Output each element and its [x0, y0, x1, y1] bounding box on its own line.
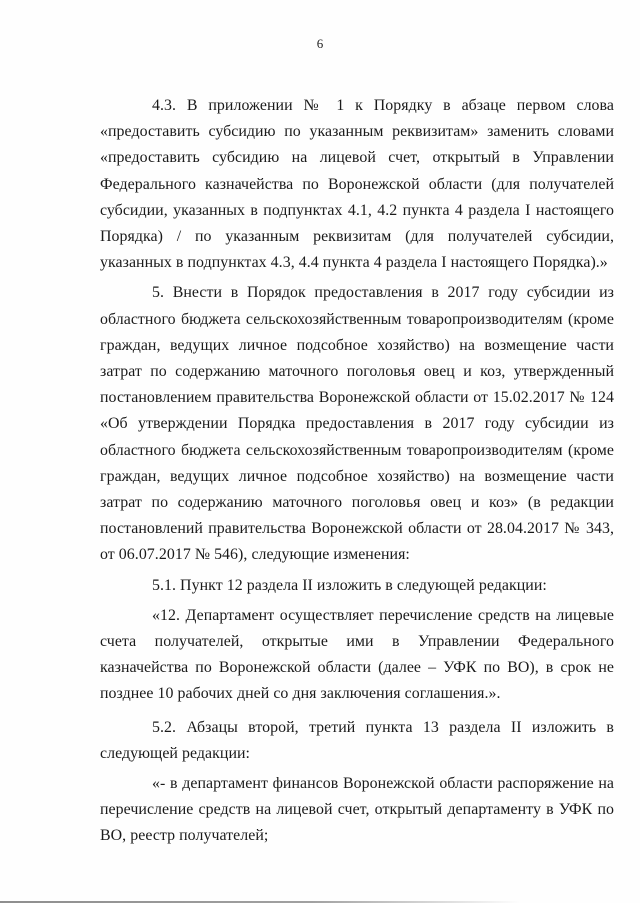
paragraph-5-2-quote: «- в департамент финансов Воронежской области распоряжение на перечисление средств на лицевой счет, открытый департаменту в УФК по ВО, реестр получателей;: [100, 775, 614, 845]
document-body: [100, 93, 614, 850]
page-number: 6: [316, 36, 324, 51]
paragraph-4-3: 4.3. В приложении № 1 к Порядку в абзаце первом слова «предоставить субсидию по указанным реквизитам» заменить словами «предоставить субсидию на лицевой счет, открытый в Управлении Федерального казначейства по Воронежской области (для получателей субсидии, указанных в подпунктах 4.1, 4.2 пункта 4 раздела I настоящего Порядка) / по указанным реквизитам (для получателей субсидии, указанных в подпунктах 4.3, 4.4 пункта 4 раздела I настоящего Порядка).»: [100, 97, 614, 272]
paragraph-5-1: 5.1. Пункт 12 раздела II изложить в следующей редакции:: [152, 576, 547, 594]
paragraph-5-1-quote: «12. Департамент осуществляет перечисление средств на лицевые счета получателей, открытые ими в Управлении Федерального казначейства по Воронежской области (далее – УФК по ВО), в срок не позднее 10 рабочих дней со дня заключения соглашения.».: [100, 606, 614, 703]
paragraph-5-2: 5.2. Абзацы второй, третий пункта 13 раздела II изложить в следующей редакции:: [100, 718, 614, 762]
paragraph-5: 5. Внести в Порядок предоставления в 2017 году субсидии из областного бюджета сельскохозяйственным товаропроизводителям (кроме граждан, ведущих личное подсобное хозяйство) на возмещение части затрат по содержанию маточного поголовья овец и коз, утвержденный постановлением правительства Воронежской области от 15.02.2017 № 124 «Об утверждении Порядка предоставления в 2017 году субсидии из областного бюджета сельскохозяйственным товаропроизводителям (кроме граждан, ведущих личное подсобное хозяйство) на возмещение части затрат по содержанию маточного поголовья овец и коз» (в редакции постановлений правительства Воронежской области от 28.04.2017 № 343, от 06.07.2017 № 546), следующие изменения:: [100, 284, 614, 564]
